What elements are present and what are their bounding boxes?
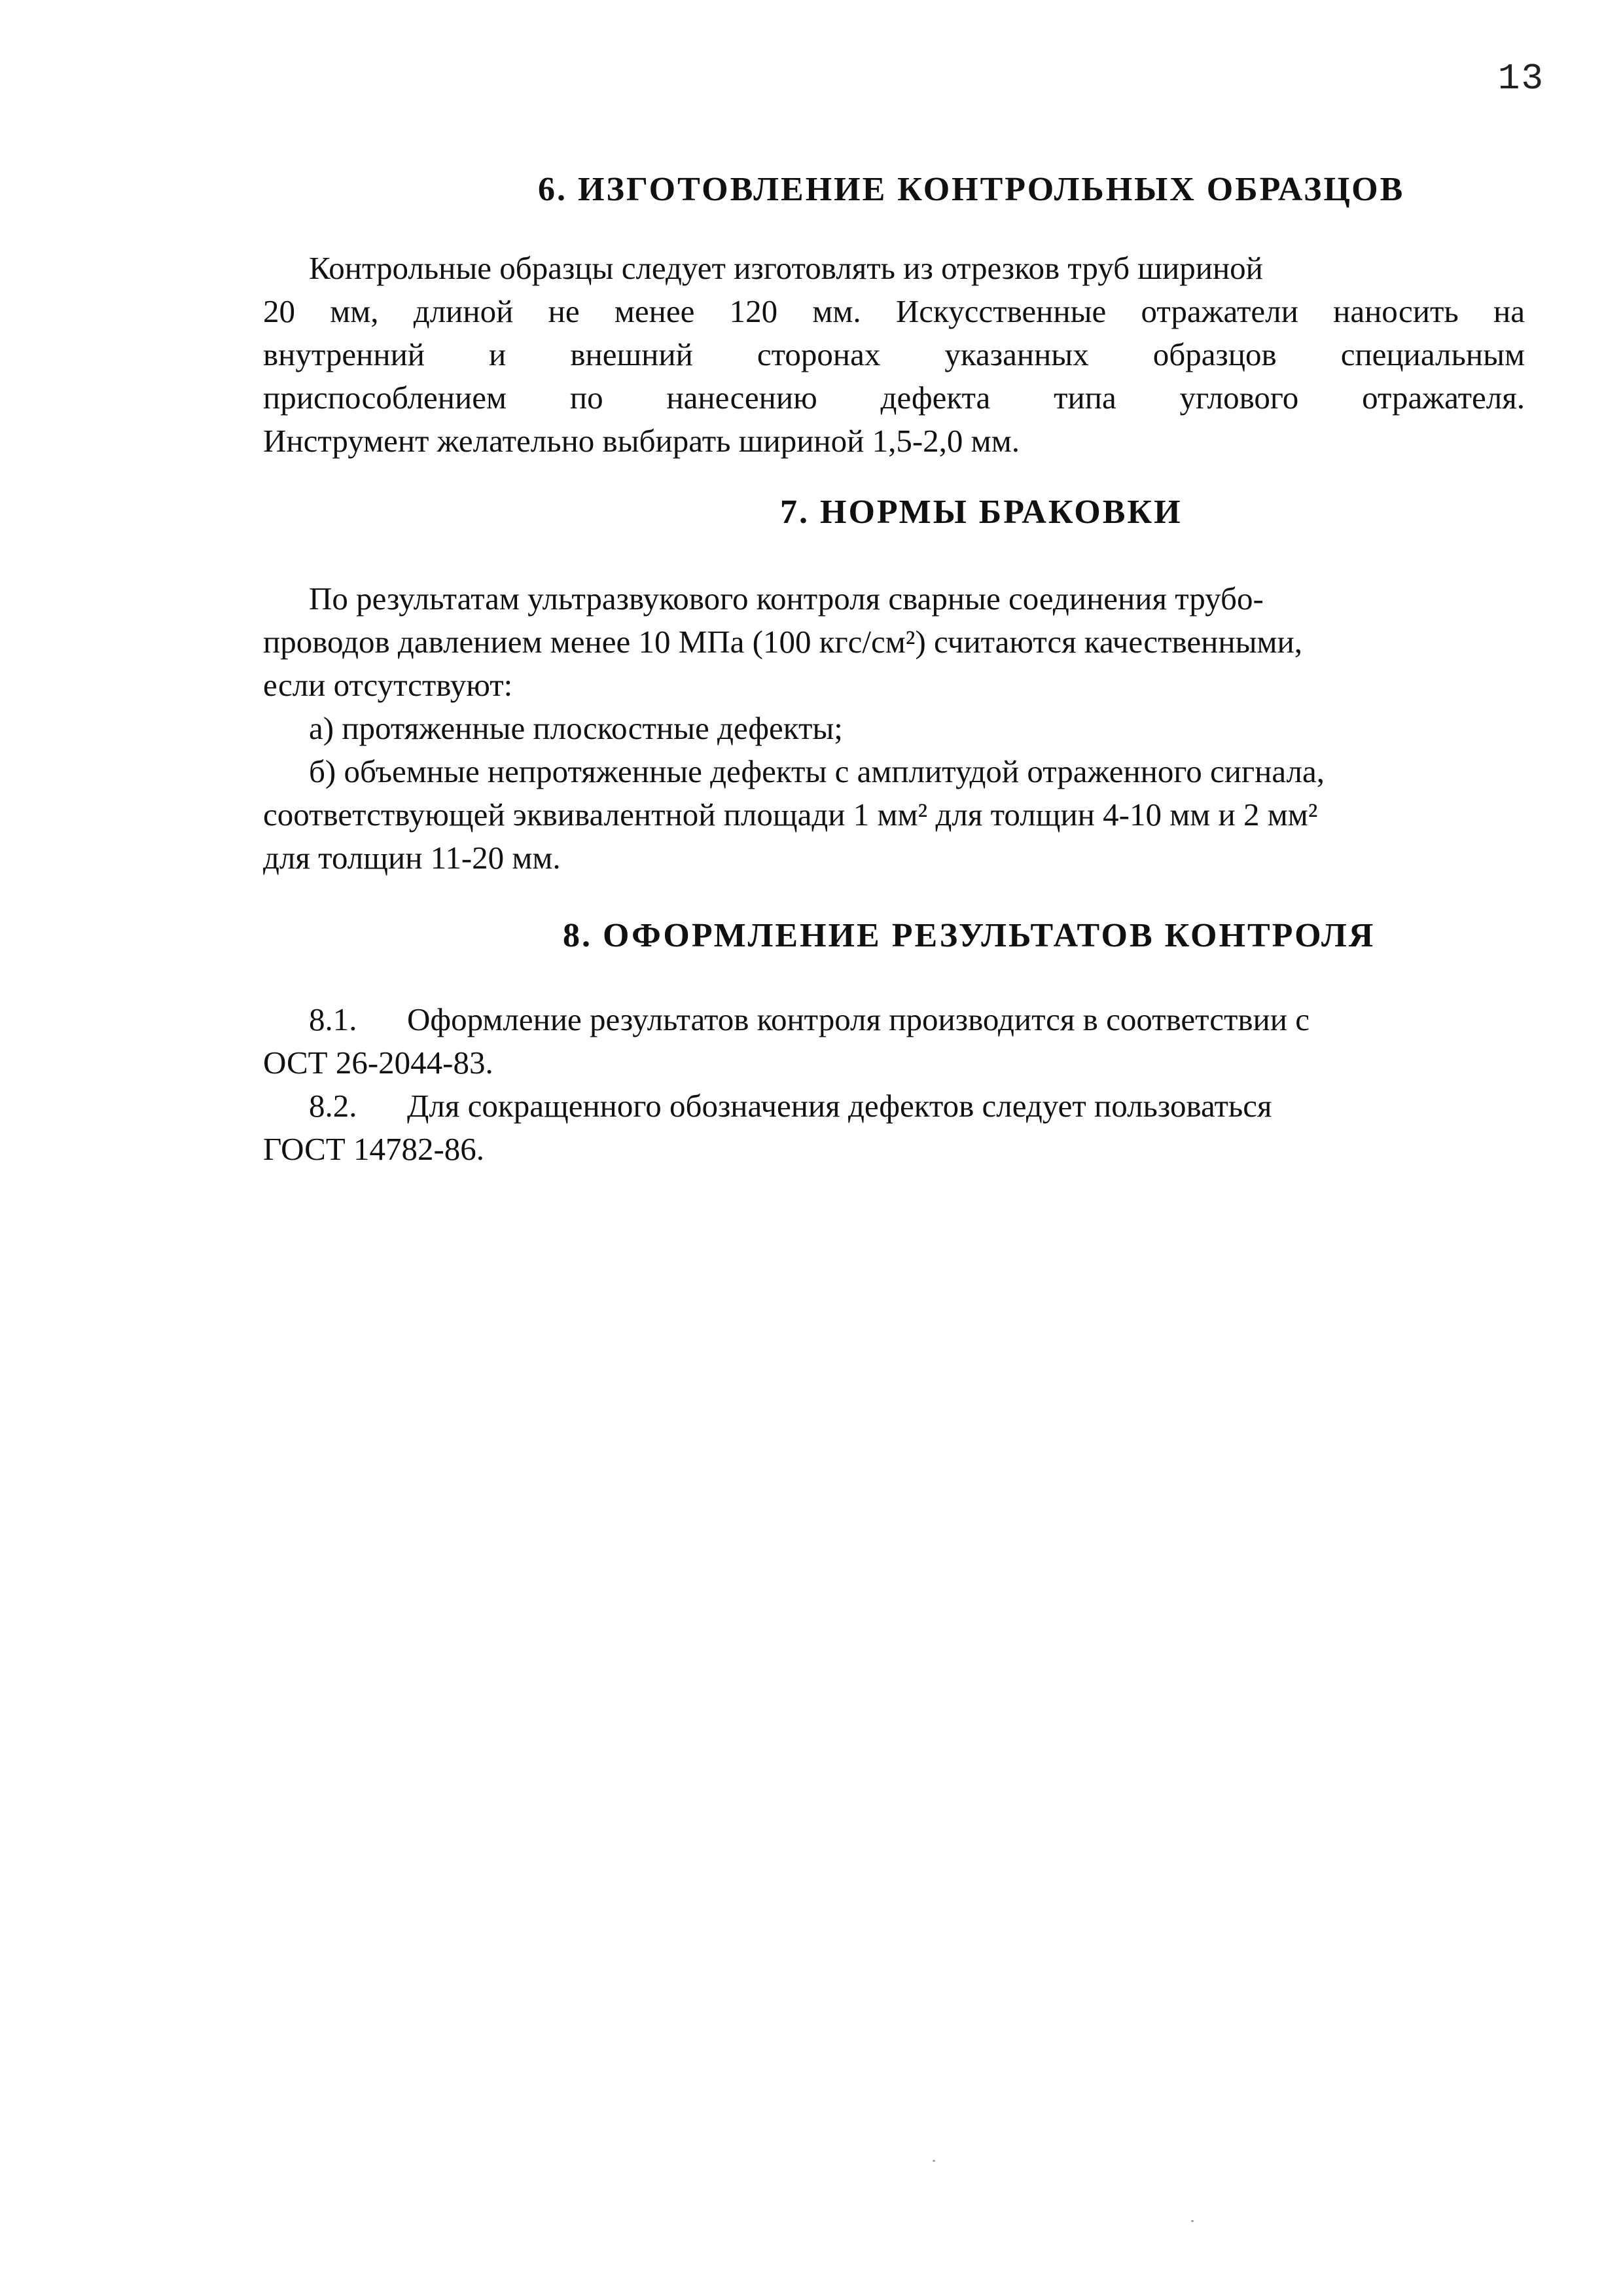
section-8-paragraph <box>263 998 1525 1171</box>
section-6-title: 6. ИЗГОТОВЛЕНИЕ КОНТРОЛЬНЫХ ОБРАЗЦОВ <box>538 171 1405 208</box>
section-7-item-b-line-1: б) объемные непротяженные дефекты с амплитудой отраженного сигнала, <box>309 753 1325 789</box>
document-body <box>263 170 1525 1171</box>
section-8-item-1-text: Оформление результатов контроля производится в соответствии с <box>407 1001 1310 1037</box>
section-6-line-2: 20 мм, длиной не менее 120 мм. Искусственные отражатели наносить на <box>263 293 1525 329</box>
section-6-paragraph <box>263 247 1525 463</box>
scan-speck <box>933 2160 935 2162</box>
section-6-line-4: приспособлением по нанесению дефекта типа углового отражателя. <box>263 380 1525 416</box>
section-7-paragraph <box>263 577 1525 880</box>
section-7-item-b-line-2: соответствующей эквивалентной площади 1 мм² для толщин 4-10 мм и 2 мм² <box>263 797 1318 833</box>
section-8-item-1-line-2: ОСТ 26-2044-83. <box>263 1045 493 1081</box>
section-7-intro-line-1: По результатам ультразвукового контроля сварные соединения трубо- <box>309 581 1264 617</box>
section-7-title: 7. НОРМЫ БРАКОВКИ <box>780 493 1183 531</box>
section-8-item-2 <box>263 1085 1525 1128</box>
section-8-item-1 <box>263 998 1525 1041</box>
section-8-item-2-text: Для сокращенного обозначения дефектов следует пользоваться <box>407 1088 1272 1124</box>
section-8-title: 8. ОФОРМЛЕНИЕ РЕЗУЛЬТАТОВ КОНТРОЛЯ <box>563 917 1376 954</box>
scan-speck <box>1191 2220 1194 2222</box>
section-8-item-2-line-2: ГОСТ 14782-86. <box>263 1131 485 1167</box>
section-7-intro-line-2: проводов давлением менее 10 МПа (100 кгс/см²) считаются качественными, <box>263 624 1303 660</box>
section-6-line-5: Инструмент желательно выбирать шириной 1,5-2,0 мм. <box>263 423 1020 459</box>
section-7-item-b-line-3: для толщин 11-20 мм. <box>263 840 561 876</box>
section-7-item-a: а) протяженные плоскостные дефекты; <box>309 710 843 746</box>
section-7-intro-line-3: если отсутствуют: <box>263 667 513 703</box>
section-6-line-3: внутренний и внешний сторонах указанных образцов специальным <box>263 336 1525 372</box>
page-number: 13 <box>1497 58 1544 99</box>
section-8-item-1-number: 8.1. <box>309 1001 357 1037</box>
section-6-line-1: Контрольные образцы следует изготовлять из отрезков труб шириной <box>309 250 1263 286</box>
section-8-item-2-number: 8.2. <box>309 1088 357 1124</box>
